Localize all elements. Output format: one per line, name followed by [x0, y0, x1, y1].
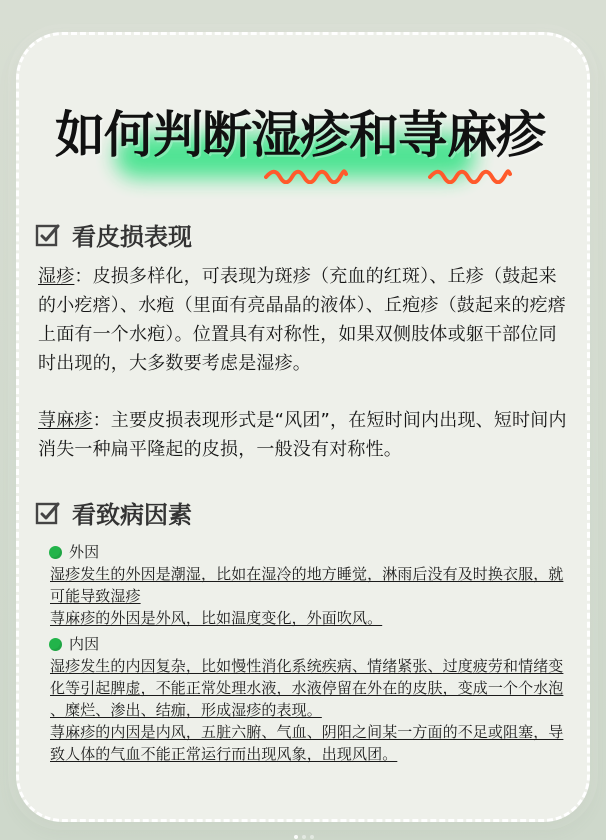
section-heading-text: 看皮损表现 [72, 223, 192, 251]
green-dot-icon [49, 546, 62, 559]
section-heading-text: 看致病因素 [72, 501, 192, 529]
urticaria-label: 荨麻疹 [38, 410, 93, 431]
eczema-label: 湿疹 [38, 266, 75, 287]
internal-cause-group [50, 633, 575, 765]
internal-cause-line: 湿疹发生的内因复杂，比如慢性消化系统疾病、情绪紧张、过度疲劳和情绪变 [50, 657, 564, 675]
checkbox-icon [34, 221, 62, 249]
section-heading-skin-lesion [34, 217, 192, 252]
external-cause-heading [50, 541, 575, 563]
page-indicator-dot [294, 835, 298, 839]
urticaria-text: ：主要皮损表现形式是“风团”，在短时间内出现、短时间内消失一种扁平隆起的皮损，一般没有对称性。 [38, 410, 567, 460]
page-indicator [289, 835, 319, 839]
title-area [0, 96, 606, 206]
external-cause-line: 可能导致湿疹 [50, 587, 141, 605]
external-cause-line: 荨麻疹的外因是外风，比如温度变化，外面吹风。 [50, 609, 383, 627]
internal-cause-line: 化等引起脾虚，不能正常处理水液，水液停留在外在的皮肤，变成一个个水泡 [50, 679, 564, 697]
page-indicator-dot [302, 835, 306, 839]
page-indicator-dot [310, 835, 314, 839]
checkbox-icon [34, 499, 62, 527]
eczema-text: ：皮损多样化，可表现为斑疹（充血的红斑）、丘疹（鼓起来的小疙瘩）、水疱（里面有亮晶晶的液体）、丘疱疹（鼓起来的疙瘩上面有一个水疱）。位置具有对称性，如果双侧肢体或躯干部位同时出现的，大多数要考虑是湿疹。 [38, 266, 566, 374]
urticaria-description [38, 406, 573, 464]
internal-cause-line: 、糜烂、渗出、结痂，形成湿疹的表现。 [50, 701, 322, 719]
internal-cause-label: 内因 [69, 635, 100, 653]
internal-cause-heading [50, 633, 575, 655]
eczema-description [38, 262, 573, 378]
external-cause-line: 湿疹发生的外因是潮湿，比如在湿冷的地方睡觉，淋雨后没有及时换衣服，就 [50, 565, 564, 583]
page-title: 如何判断湿疹和荨麻疹 [55, 106, 545, 164]
section-heading-causes [34, 495, 192, 530]
external-cause-label: 外因 [69, 543, 100, 561]
internal-cause-line: 荨麻疹的内因是内风，五脏六腑、气血、阴阳之间某一方面的不足或阻塞，导 [50, 723, 564, 741]
green-dot-icon [49, 638, 62, 651]
external-cause-group [50, 541, 575, 629]
internal-cause-line: 致人体的气血不能正常运行而出现风象，出现风团。 [50, 745, 398, 763]
